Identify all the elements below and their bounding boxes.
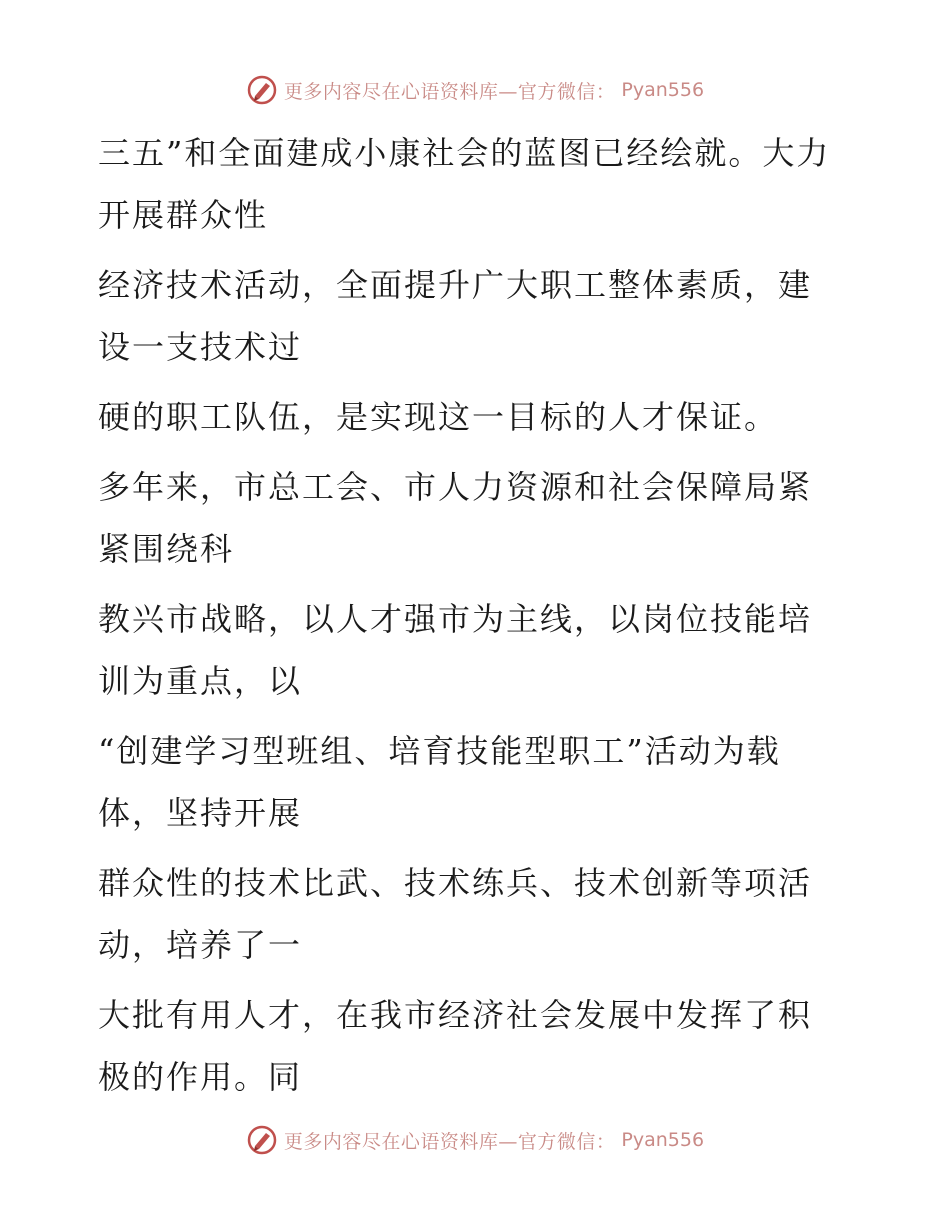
paragraph: 经济技术活动，全面提升广大职工整体素质，建设一支技术过 [98, 266, 813, 366]
document-body [98, 122, 838, 1116]
pen-circle-logo-icon [246, 74, 278, 106]
footer-watermark [0, 1120, 950, 1160]
paragraph: 教兴市战略，以人才强市为主线，以岗位技能培训为重点，以 [98, 600, 813, 700]
watermark-wechat-id: Pyan556 [621, 1129, 705, 1151]
watermark-text: 更多内容尽在心语资料库—官方微信： [283, 1130, 616, 1153]
watermark-text: 更多内容尽在心语资料库—官方微信： [283, 80, 616, 103]
header-watermark [0, 70, 950, 110]
paragraph: 三五”和全面建成小康社会的蓝图已经绘就。大力开展群众性 [98, 134, 831, 234]
watermark-wechat-id: Pyan556 [621, 79, 705, 101]
paragraph: 大批有用人才，在我市经济社会发展中发挥了积极的作用。同 [98, 996, 813, 1096]
paragraph: 群众性的技术比武、技术练兵、技术创新等项活动，培养了一 [98, 864, 813, 964]
paragraph: 多年来，市总工会、市人力资源和社会保障局紧紧围绕科 [98, 468, 813, 568]
paragraph: 硬的职工队伍，是实现这一目标的人才保证。 [98, 398, 779, 436]
paragraph: “创建学习型班组、培育技能型职工”活动为载体，坚持开展 [98, 732, 781, 832]
pen-circle-logo-icon [246, 1124, 278, 1156]
